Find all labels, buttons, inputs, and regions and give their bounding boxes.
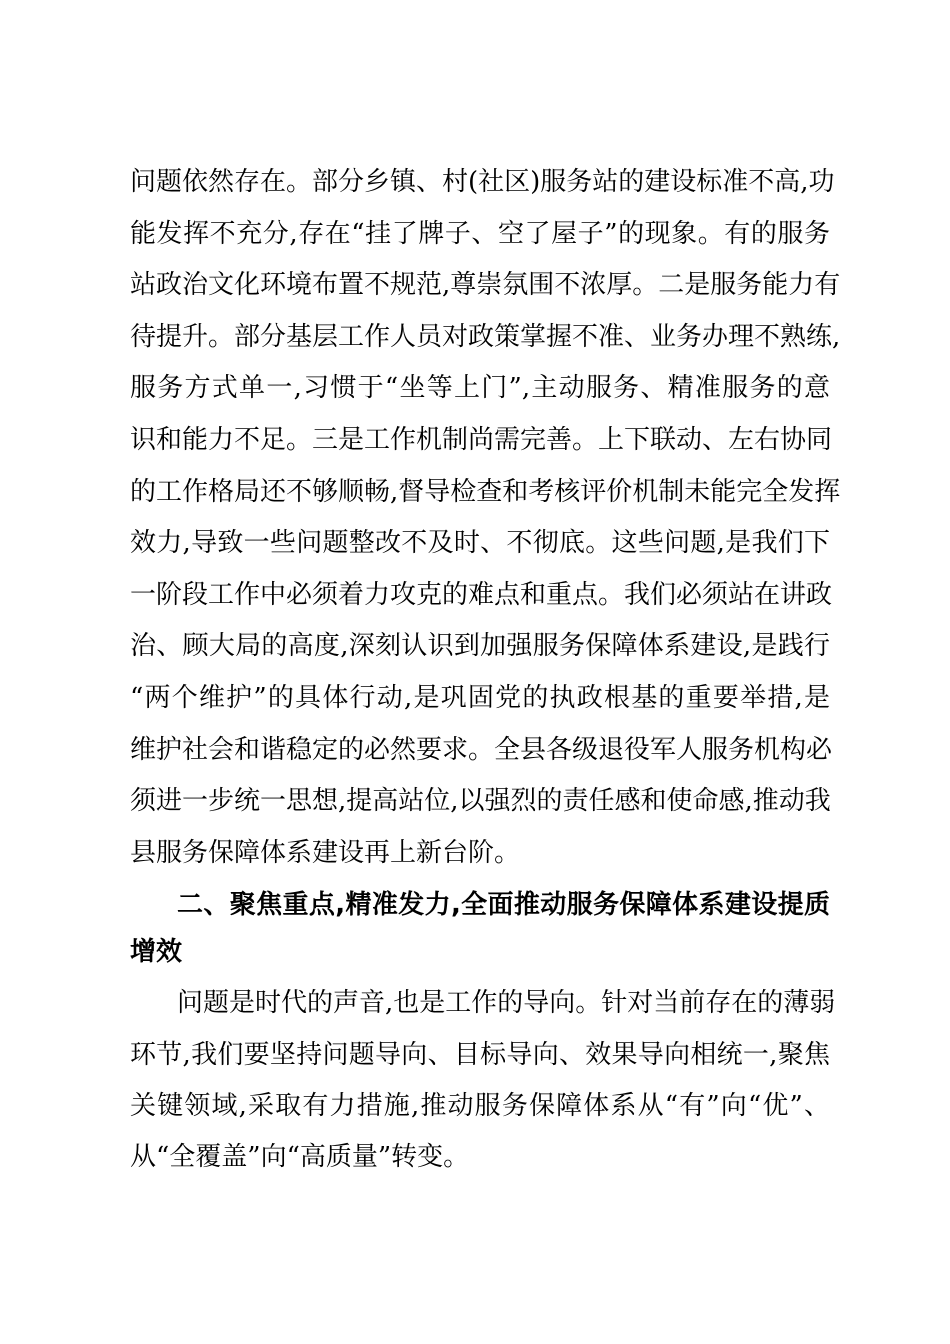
text-line: 维护社会和谐稳定的必然要求。全县各级退役军人服务机构必	[130, 735, 833, 765]
text-line: 环节,我们要坚持问题导向、目标导向、效果导向相统一,聚焦	[130, 1040, 830, 1070]
text-line: 站政治文化环境布置不规范,尊崇氛围不浓厚。二是服务能力有	[130, 270, 841, 300]
text-line: “两个维护”的具体行动,是巩固党的执政根基的重要举措,是	[130, 683, 830, 713]
text-line: 问题是时代的声音,也是工作的导向。针对当前存在的薄弱	[177, 988, 836, 1018]
text-line: 从“全覆盖”向“高质量”转变。	[130, 1142, 470, 1172]
heading-line: 二、聚焦重点,精准发力,全面推动服务保障体系建设提质	[177, 890, 830, 920]
text-line: 效力,导致一些问题整改不及时、不彻底。这些问题,是我们下	[130, 528, 830, 558]
text-line: 须进一步统一思想,提高站位,以强烈的责任感和使命感,推动我	[130, 786, 831, 816]
text-line: 问题依然存在。部分乡镇、村(社区)服务站的建设标准不高,功	[130, 167, 835, 197]
text-line: 治、顾大局的高度,深刻认识到加强服务保障体系建设,是践行	[130, 631, 830, 661]
text-line: 服务方式单一,习惯于“坐等上门”,主动服务、精准服务的意	[130, 373, 830, 403]
text-line: 识和能力不足。三是工作机制尚需完善。上下联动、左右协同	[130, 425, 833, 455]
text-line: 待提升。部分基层工作人员对政策掌握不准、业务办理不熟练,	[130, 322, 841, 352]
text-line: 一阶段工作中必须着力攻克的难点和重点。我们必须站在讲政	[130, 580, 833, 610]
heading-line: 增效	[130, 937, 183, 967]
text-line: 县服务保障体系建设再上新台阶。	[130, 838, 521, 868]
text-line: 能发挥不充分,存在“挂了牌子、空了屋子”的现象。有的服务	[130, 219, 830, 249]
text-line: 的工作格局还不够顺畅,督导检查和考核评价机制未能完全发挥	[130, 477, 841, 507]
text-line: 关键领域,采取有力措施,推动服务保障体系从“有”向“优”、	[130, 1091, 830, 1121]
